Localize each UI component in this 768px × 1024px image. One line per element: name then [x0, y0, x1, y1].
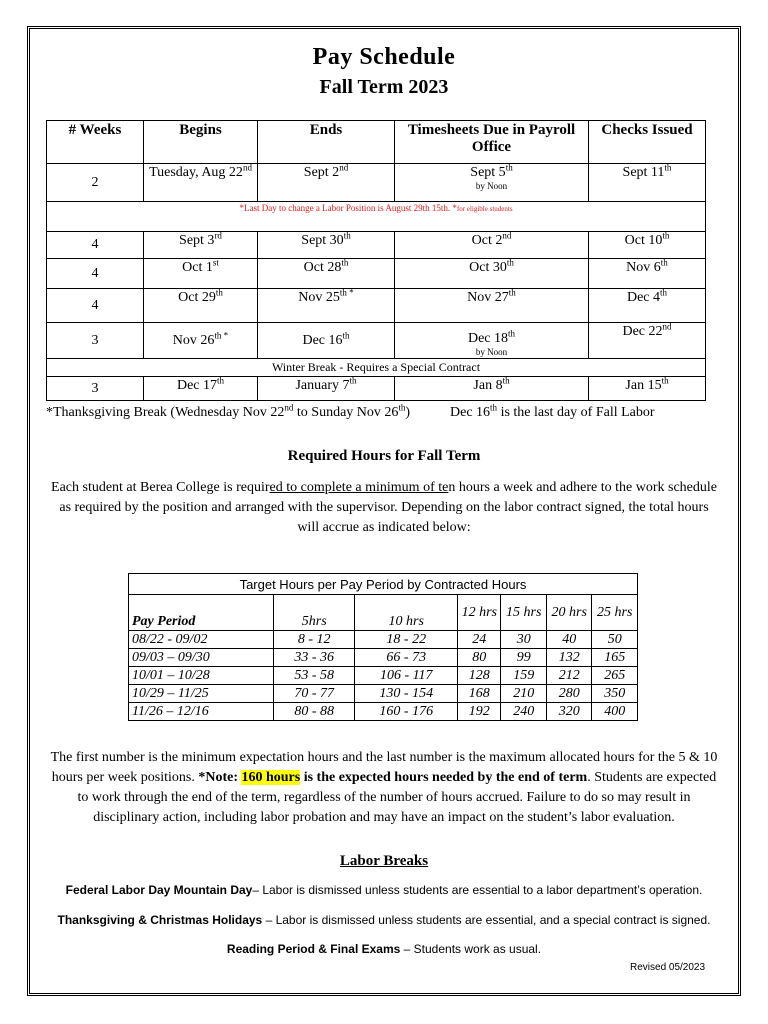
hours-header-row [129, 595, 638, 631]
cell-begins: Dec 17th [144, 377, 258, 401]
cell: 99 [501, 649, 547, 667]
table-row [129, 667, 638, 685]
cell: 70 - 77 [273, 685, 354, 703]
cell-weeks: 3 [47, 323, 144, 359]
cell-ends: January 7th [258, 377, 395, 401]
table-row [47, 259, 706, 289]
expectation-paragraph: The first number is the minimum expectation hours and the last number is the maximum allocated hours for the 5 & 10 hours per week positions. *Note: 160 hours is the expected hours needed by the end of term. Students are expected to work through the end of the term, regardless of the number of hours accrued. Failure to do so may result in disciplinary action, including labor probation and may have an impact on the student’s labor evaluation. [50, 750, 718, 825]
cell-checks: Dec 4th [589, 289, 706, 323]
col-header: Timesheets Due in Payroll Office [395, 121, 589, 164]
break-item: Reading Period & Final Exams – Students work as usual. [226, 942, 542, 956]
cell: 40 [546, 631, 592, 649]
cell: 53 - 58 [273, 667, 354, 685]
table-row [47, 377, 706, 401]
cell: 320 [546, 703, 592, 721]
col-header: 20 hrs [546, 595, 592, 631]
cell-ends: Sept 30th [258, 232, 395, 259]
cell: 33 - 36 [273, 649, 354, 667]
cell: 130 - 154 [355, 685, 458, 703]
cell: 50 [592, 631, 638, 649]
cell: 265 [592, 667, 638, 685]
cell: 212 [546, 667, 592, 685]
cell: 165 [592, 649, 638, 667]
cell-checks: Dec 22nd [589, 323, 706, 359]
required-hours-paragraph: Each student at Berea College is required to complete a minimum of ten hours a week and adhere to the work schedule as required by the position and arranged with the supervisor. Depending on the labor contract signed, the total hours will accrue as indicated below: [51, 480, 717, 535]
hours-table-caption: Target Hours per Pay Period by Contracted Hours [129, 574, 638, 595]
cell: 11/26 – 12/16 [129, 703, 274, 721]
cell-checks: Nov 6th [589, 259, 706, 289]
col-header: 5hrs [273, 595, 354, 631]
cell-weeks: 4 [47, 232, 144, 259]
cell: 210 [501, 685, 547, 703]
cell-begins: Sept 3rd [144, 232, 258, 259]
cell-ends: Nov $25^{th *}$ [258, 289, 395, 323]
cell: 168 [458, 685, 501, 703]
break-item: Federal Labor Day Mountain Day– Labor is dismissed unless students are essential to a labor department’s operation. [65, 883, 703, 897]
cell: 80 [458, 649, 501, 667]
page-subtitle: Fall Term 2023 [319, 76, 449, 98]
cell-weeks: 4 [47, 259, 144, 289]
cell: 80 - 88 [273, 703, 354, 721]
cell-begins: Oct 1st [144, 259, 258, 289]
required-hours-heading: Required Hours for Fall Term [287, 448, 481, 464]
cell: 280 [546, 685, 592, 703]
cell: 400 [592, 703, 638, 721]
cell-begins: Oct 29th [144, 289, 258, 323]
cell-due: Jan 8th [395, 377, 589, 401]
col-header: 12 hrs [458, 595, 501, 631]
table-row [129, 649, 638, 667]
cell-begins: Tuesday, Aug 22nd [144, 164, 258, 202]
break-item: Thanksgiving & Christmas Holidays – Labor is dismissed unless students are essential, and a special contract is signed. [57, 913, 711, 927]
table-row [47, 323, 706, 359]
cell: 159 [501, 667, 547, 685]
target-hours-table [128, 573, 638, 721]
cell-weeks: 3 [47, 377, 144, 401]
page-title: Pay Schedule [312, 44, 456, 70]
cell: 106 - 117 [355, 667, 458, 685]
cell: 10/29 – 11/25 [129, 685, 274, 703]
col-header: 10 hrs [355, 595, 458, 631]
cell-ends: Oct 28th [258, 259, 395, 289]
table-row [47, 164, 706, 202]
table-row [129, 631, 638, 649]
cell: 10/01 – 10/28 [129, 667, 274, 685]
cell: 30 [501, 631, 547, 649]
cell: 66 - 73 [355, 649, 458, 667]
cell-checks: Sept 11th [589, 164, 706, 202]
pay-schedule-table [46, 120, 706, 401]
cell-checks: Jan 15th [589, 377, 706, 401]
cell-due: Oct 2nd [395, 232, 589, 259]
col-header: 15 hrs [501, 595, 547, 631]
winter-break-row [47, 359, 706, 377]
cell: 09/03 – 09/30 [129, 649, 274, 667]
labor-note: *Last Day to change a Labor Position is August 29th 15th. *for eligible students [47, 202, 706, 232]
cell: 132 [546, 649, 592, 667]
thanksgiving-footnote: *Thanksgiving Break (Wednesday Nov 22nd to Sunday Nov 26th) [46, 402, 411, 420]
cell-due: Sept 5th by Noon [395, 164, 589, 202]
cell: 24 [458, 631, 501, 649]
col-header: Pay Period [129, 595, 274, 631]
table-header-row [47, 121, 706, 164]
cell-due: Nov 27th [395, 289, 589, 323]
table-row [129, 685, 638, 703]
labor-breaks-heading: Labor Breaks [339, 853, 429, 869]
cell-ends: Sept 2nd [258, 164, 395, 202]
cell-due: Oct 30th [395, 259, 589, 289]
col-header: Begins [144, 121, 258, 164]
last-day-note: Dec 16th is the last day of Fall Labor [450, 402, 655, 420]
cell-checks: Oct 10th [589, 232, 706, 259]
cell: 18 - 22 [355, 631, 458, 649]
cell: 128 [458, 667, 501, 685]
table-row [47, 232, 706, 259]
col-header: 25 hrs [592, 595, 638, 631]
cell: 192 [458, 703, 501, 721]
winter-break: Winter Break - Requires a Special Contract [47, 359, 706, 377]
table-row [47, 289, 706, 323]
cell-ends: Dec 16th [258, 323, 395, 359]
cell-weeks: 4 [47, 289, 144, 323]
cell: 160 - 176 [355, 703, 458, 721]
cell: 08/22 - 09/02 [129, 631, 274, 649]
cell-weeks: 2 [47, 164, 144, 202]
labor-note-row [47, 202, 706, 232]
col-header: Checks Issued [589, 121, 706, 164]
cell: 240 [501, 703, 547, 721]
col-header: # Weeks [47, 121, 144, 164]
table-row [129, 703, 638, 721]
cell: 350 [592, 685, 638, 703]
cell-due: Dec 18th by Noon [395, 323, 589, 359]
cell: 8 - 12 [273, 631, 354, 649]
col-header: Ends [258, 121, 395, 164]
revised-date: Revised 05/2023 [630, 962, 706, 973]
cell-begins: Nov $26^{th *}$ [144, 323, 258, 359]
